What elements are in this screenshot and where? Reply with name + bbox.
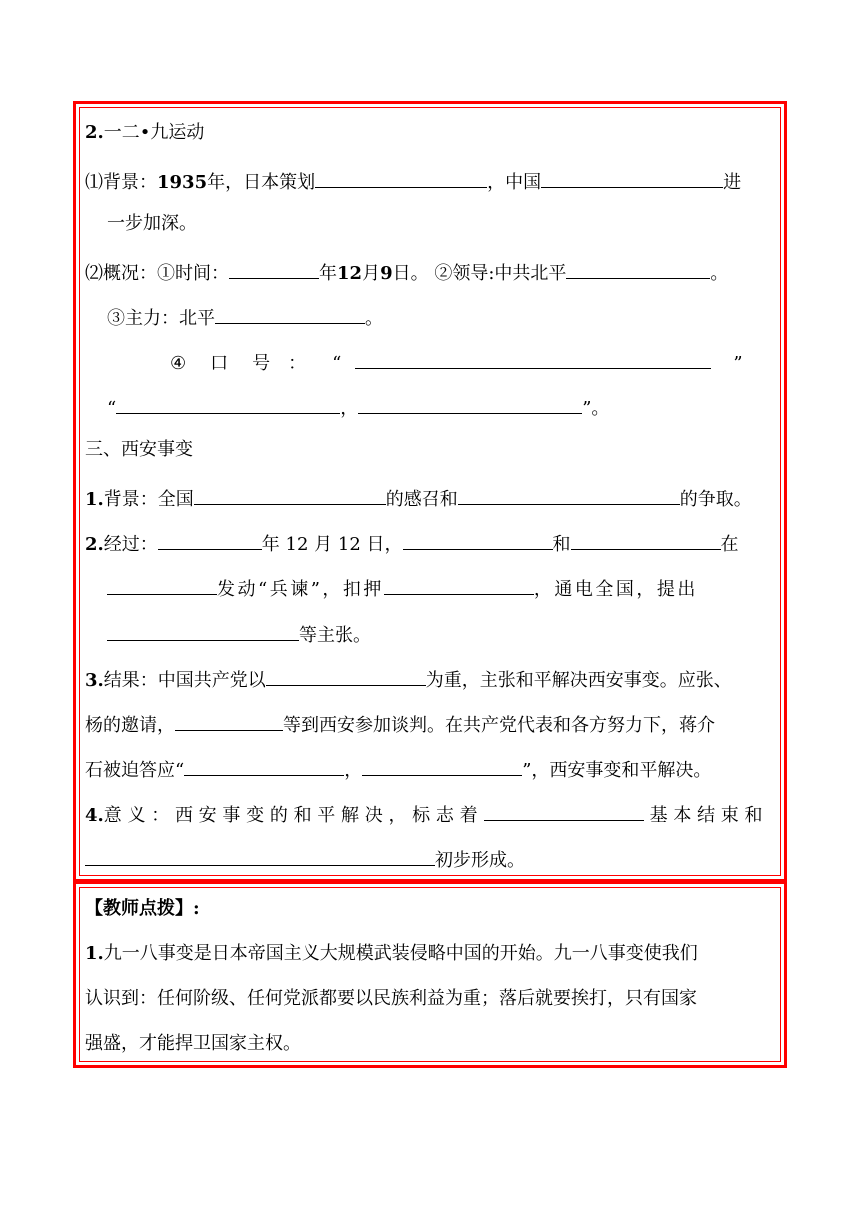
xian-significance-line-2: 初步形成。	[85, 845, 525, 873]
xian-result-line: 3.结果：中国共产党以 为重，主张和平解决西安事变。应张、	[85, 665, 732, 693]
overview-line: ⑵概况：①时间： 年12月9日。 ②领导:中共北平 。	[85, 258, 728, 286]
xian-process-line: 2.经过： 年 12 月 12 日， 和 在	[85, 529, 739, 557]
xian-result-line-3: 石被迫答应“ ， ”，西安事变和平解决。	[85, 755, 711, 783]
blank-field[interactable]	[541, 167, 723, 188]
xian-significance-line: 4.意 义 ： 西 安 事 变 的 和 平 解 决 ， 标 志 着 基 本 结 束 和	[85, 800, 763, 828]
blank-field[interactable]	[85, 845, 435, 866]
blank-field[interactable]	[355, 348, 711, 369]
blank-field[interactable]	[229, 258, 319, 279]
blank-field[interactable]	[116, 393, 340, 414]
blank-field[interactable]	[362, 755, 522, 776]
teacher-tips-header: 【教师点拨】:	[85, 898, 200, 919]
blank-field[interactable]	[107, 620, 299, 641]
blank-field[interactable]	[358, 393, 582, 414]
slogan-line: ④ 口 号 ： “ ”	[170, 348, 743, 376]
xian-result-line-2: 杨的邀请， 等到西安参加谈判。在共产党代表和各方努力下，蒋介	[85, 710, 715, 738]
blank-field[interactable]	[403, 529, 553, 550]
blank-field[interactable]	[566, 258, 710, 279]
main-force-line: ③主力：北平 。	[107, 303, 383, 331]
blank-field[interactable]	[215, 303, 365, 324]
tips-line-2: 认识到：任何阶级、任何党派都要以民族利益为重；落后就要挨打，只有国家	[85, 988, 697, 1009]
background-line-cont: 一步加深。	[107, 213, 197, 234]
blank-field[interactable]	[158, 529, 262, 550]
blank-field[interactable]	[175, 710, 283, 731]
blank-field[interactable]	[384, 574, 534, 595]
blank-field[interactable]	[194, 484, 386, 505]
xian-background-line: 1.背景：全国 的感召和 的争取。	[85, 484, 752, 512]
tips-line-1: 1.九一八事变是日本帝国主义大规模武装侵略中国的开始。九一八事变使我们	[85, 943, 698, 964]
xian-process-line-3: 等主张。	[107, 620, 371, 648]
background-line: ⑴背景：1935年，日本策划 ，中国 进	[85, 167, 741, 195]
xian-process-line-2: 发动“兵谏”，扣押 ，通电全国，提出	[107, 574, 698, 602]
blank-field[interactable]	[458, 484, 680, 505]
tips-line-3: 强盛，才能捍卫国家主权。	[85, 1033, 301, 1054]
blank-field[interactable]	[315, 167, 487, 188]
blank-field[interactable]	[484, 800, 644, 821]
section-3-title: 三、西安事变	[85, 439, 193, 460]
blank-field[interactable]	[266, 665, 426, 686]
blank-field[interactable]	[184, 755, 344, 776]
blank-field[interactable]	[107, 574, 217, 595]
blank-field[interactable]	[571, 529, 721, 550]
section-2-title: 2.一二•九运动	[85, 122, 205, 143]
slogan-line-2: “ ， ”。	[107, 393, 609, 421]
